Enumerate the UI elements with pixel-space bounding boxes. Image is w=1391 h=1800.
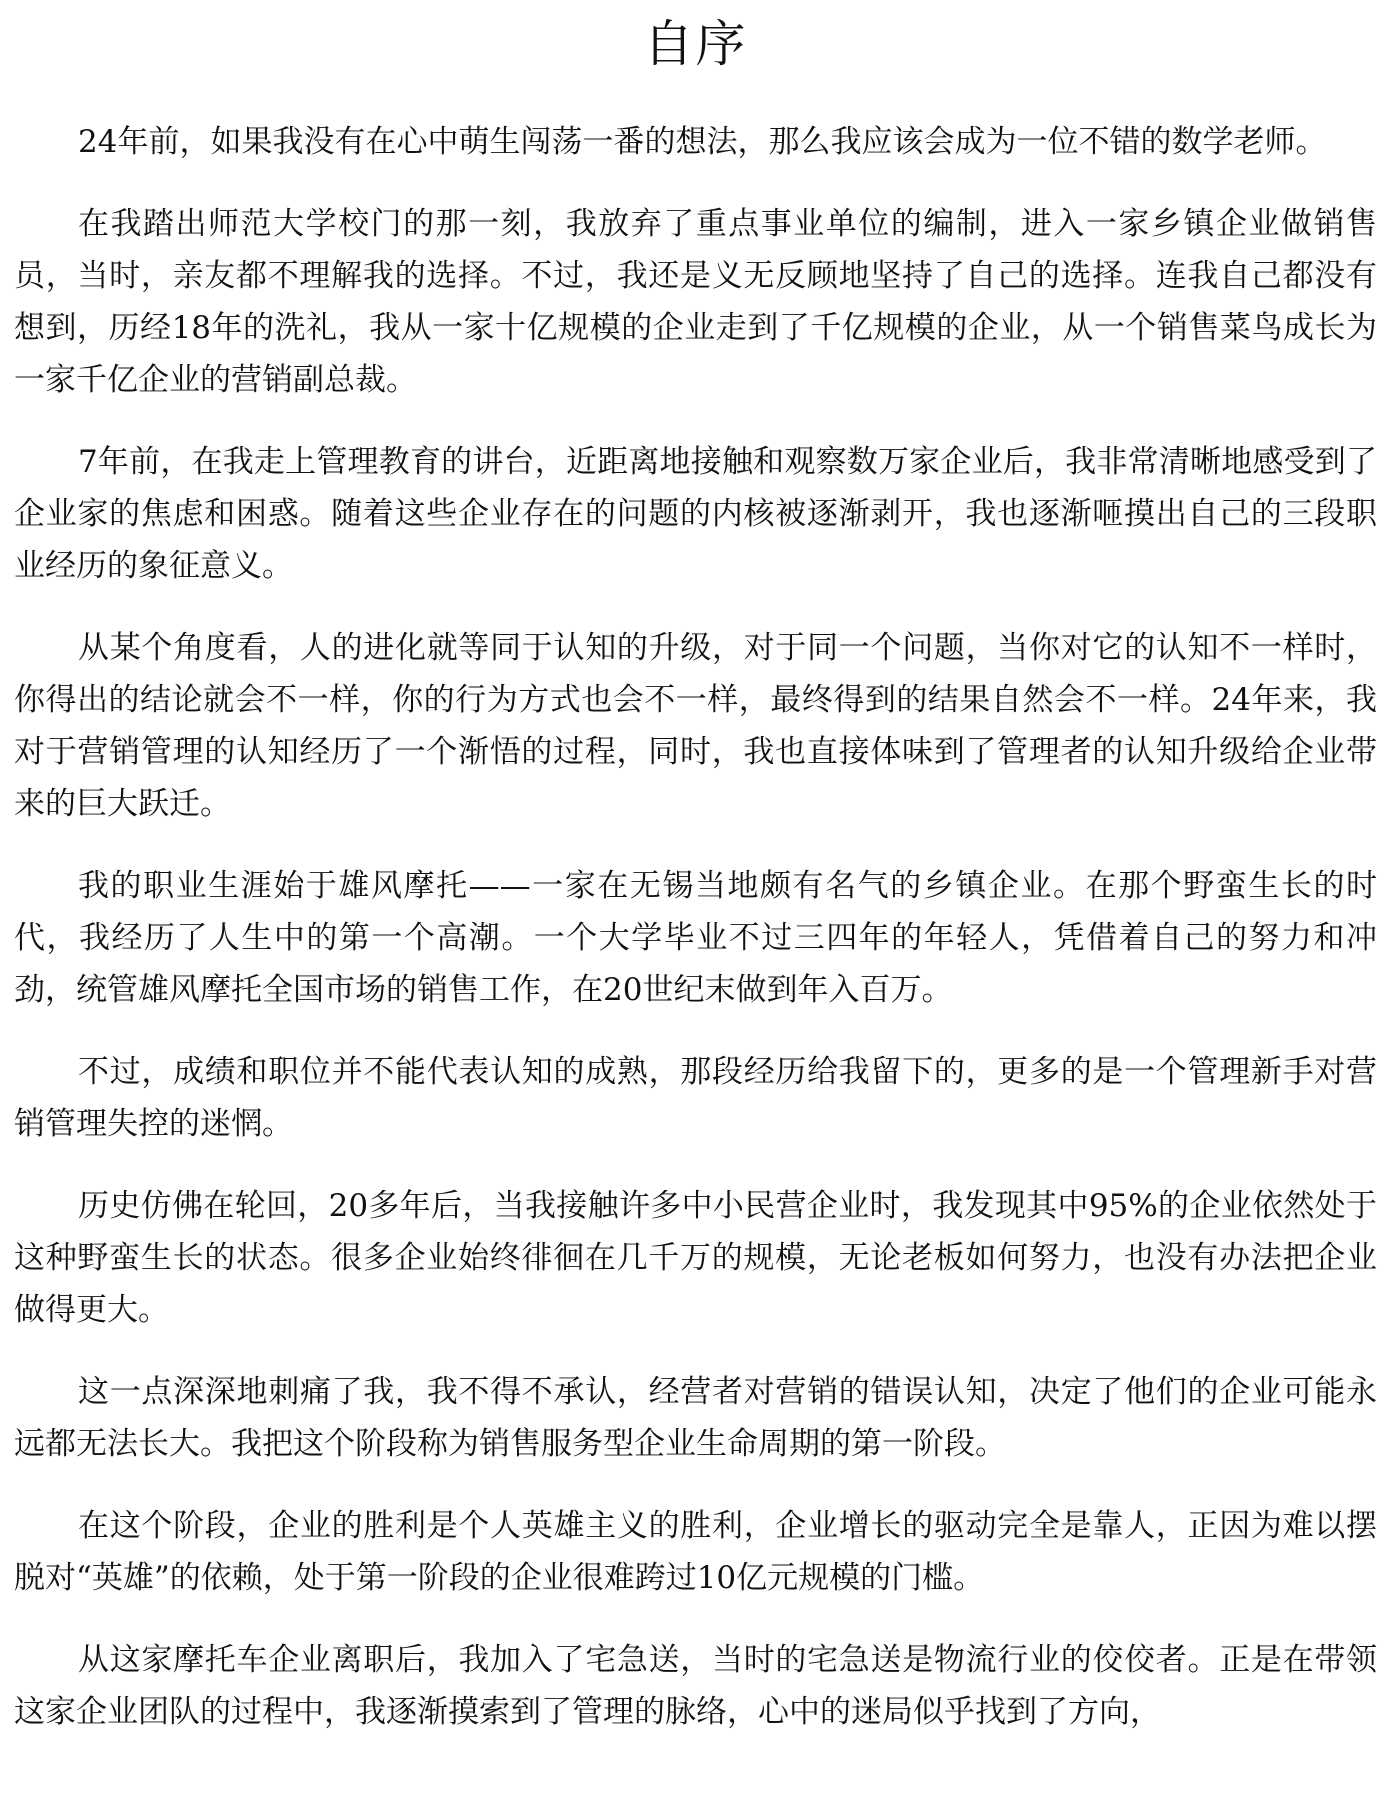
paragraph-2: 在我踏出师范大学校门的那一刻，我放弃了重点事业单位的编制，进入一家乡镇企业做销售员，当时，亲友都不理解我的选择。不过，我还是义无反顾地坚持了自己的选择。连我自己都没有想到，历经18年的洗礼，我从一家十亿规模的企业走到了千亿规模的企业，从一个销售菜鸟成长为一家千亿企业的营销副总裁。	[14, 206, 1377, 398]
preface-body	[14, 116, 1377, 1738]
paragraph-10: 从这家摩托车企业离职后，我加入了宅急送，当时的宅急送是物流行业的佼佼者。正是在带领这家企业团队的过程中，我逐渐摸索到了管理的脉络，心中的迷局似乎找到了方向，	[14, 1642, 1377, 1730]
page-title: 自序	[643, 15, 748, 73]
paragraph-9: 在这个阶段，企业的胜利是个人英雄主义的胜利，企业增长的驱动完全是靠人，正因为难以摆脱对“英雄”的依赖，处于第一阶段的企业很难跨过10亿元规模的门槛。	[14, 1508, 1377, 1596]
paragraph-5: 我的职业生涯始于雄风摩托——一家在无锡当地颇有名气的乡镇企业。在那个野蛮生长的时代，我经历了人生中的第一个高潮。一个大学毕业不过三四年的年轻人，凭借着自己的努力和冲劲，统管雄风摩托全国市场的销售工作，在20世纪末做到年入百万。	[14, 868, 1377, 1008]
paragraph-7: 历史仿佛在轮回，20多年后，当我接触许多中小民营企业时，我发现其中95%的企业依然处于这种野蛮生长的状态。很多企业始终徘徊在几千万的规模，无论老板如何努力，也没有办法把企业做得更大。	[14, 1188, 1377, 1328]
paragraph-4: 从某个角度看，人的进化就等同于认知的升级，对于同一个问题，当你对它的认知不一样时，你得出的结论就会不一样，你的行为方式也会不一样，最终得到的结果自然会不一样。24年来，我对于营销管理的认知经历了一个渐悟的过程，同时，我也直接体味到了管理者的认知升级给企业带来的巨大跃迁。	[14, 630, 1377, 822]
paragraph-6: 不过，成绩和职位并不能代表认知的成熟，那段经历给我留下的，更多的是一个管理新手对营销管理失控的迷惘。	[14, 1054, 1377, 1142]
paragraph-3: 7年前，在我走上管理教育的讲台，近距离地接触和观察数万家企业后，我非常清晰地感受到了企业家的焦虑和困惑。随着这些企业存在的问题的内核被逐渐剥开，我也逐渐咂摸出自己的三段职业经历的象征意义。	[14, 444, 1377, 584]
paragraph-8: 这一点深深地刺痛了我，我不得不承认，经营者对营销的错误认知，决定了他们的企业可能永远都无法长大。我把这个阶段称为销售服务型企业生命周期的第一阶段。	[14, 1374, 1377, 1462]
paragraph-1: 24年前，如果我没有在心中萌生闯荡一番的想法，那么我应该会成为一位不错的数学老师。	[78, 124, 1327, 160]
